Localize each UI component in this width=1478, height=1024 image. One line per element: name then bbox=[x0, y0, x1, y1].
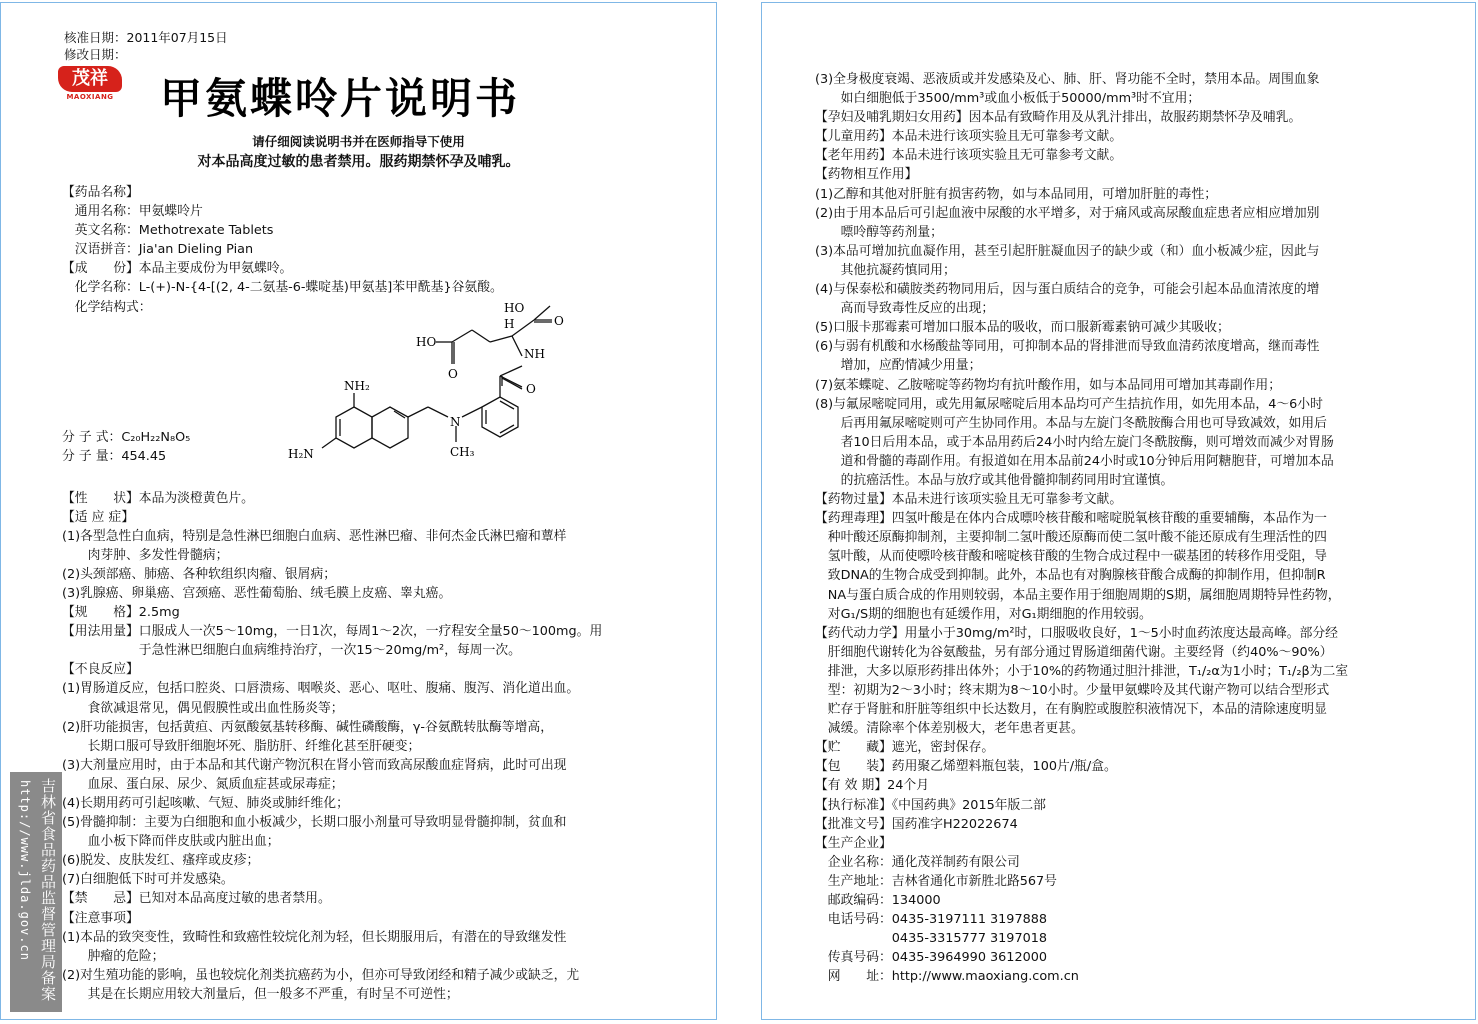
text-line: (6)与弱有机酸和水杨酸盐等同用，可抑制本品的肾排泄而导致血清药浓度增高，继而毒性 bbox=[815, 339, 1320, 355]
struct-label-ho-left: HO bbox=[416, 335, 437, 349]
text-line: 长期口服可导致肝细胞坏死、脂肪肝、纤维化甚至肝硬变； bbox=[62, 738, 421, 754]
right-column-text bbox=[815, 70, 1348, 987]
usage-notice: 请仔细阅读说明书并在医师指导下使用 bbox=[252, 134, 465, 149]
struct-label-o-amide: O bbox=[526, 382, 536, 396]
text-line: 生产地址：吉林省通化市新胜北路567号 bbox=[815, 873, 1057, 889]
molecular-info bbox=[62, 428, 190, 466]
text-line: 【药物过量】本品未进行该项实验且无可靠参考文献。 bbox=[815, 492, 1123, 508]
text-line: (1)各型急性白血病，特别是急性淋巴细胞白血病、恶性淋巴瘤、非何杰金氏淋巴瘤和蕈样 bbox=[62, 528, 567, 544]
text-line: 【注意事项】 bbox=[62, 910, 139, 926]
text-line: 英文名称：Methotrexate Tablets bbox=[62, 223, 274, 239]
text-line: (2)对生殖功能的影响，虽也较烷化剂类抗癌药为小，但亦可导致闭经和精子减少或缺乏，尤 bbox=[62, 967, 580, 983]
text-line: (1)本品的致突变性，致畸性和致癌性较烷化剂为轻，但长期服用后，有潜在的导致继发性 bbox=[62, 929, 567, 945]
text-line: (1)胃肠道反应，包括口腔炎、口唇溃疡、咽喉炎、恶心、呕吐、腹痛、腹泻、消化道出血。 bbox=[62, 681, 580, 697]
text-line: 增加，应酌情减少用量； bbox=[815, 358, 982, 374]
text-line: 【孕妇及哺乳期妇女用药】因本品有致畸作用及从乳汁排出，故服药期禁怀孕及哺乳。 bbox=[815, 110, 1302, 126]
text-line: 血小板下降而伴皮肤或内脏出血； bbox=[62, 834, 280, 850]
text-line: NA与蛋白质合成的作用则较弱，本品主要作用于细胞周期的S期，属细胞周期特异性药物， bbox=[815, 587, 1341, 603]
text-line: (3)全身极度衰竭、恶液质或并发感染及心、肺、肝、肾功能不全时，禁用本品。周围血象 bbox=[815, 72, 1320, 87]
text-line: 化学结构式： bbox=[62, 299, 152, 315]
text-line: 食欲减退常见，偶见假膜性或出血性肠炎等； bbox=[62, 700, 344, 716]
text-line: 贮存于肾脏和肝脏等组织中长达数月，在有胸腔或腹腔积液情况下，本品的清除速度明显 bbox=[815, 702, 1327, 718]
text-line: (2)由于用本品后可引起血液中尿酸的水平增多，对于痛风或高尿酸血症患者应相应增加别 bbox=[815, 205, 1320, 221]
text-line: (3)乳腺癌、卵巢癌、宫颈癌、恶性葡萄胎、绒毛膜上皮癌、睾丸癌。 bbox=[62, 585, 452, 601]
text-line: (7)白细胞低下时可并发感染。 bbox=[62, 872, 234, 888]
text-line: 者10日后用本品，或于本品用药后24小时内给左旋门冬酰胺酶，则可增效而减少对胃肠 bbox=[815, 434, 1334, 450]
watermark-text: 吉林省食品药品监督管理局备案 bbox=[39, 778, 57, 1002]
logo-mark: 茂祥 bbox=[58, 66, 122, 92]
text-line: 【规 格】2.5mg bbox=[62, 605, 180, 621]
struct-label-o-acid: O bbox=[554, 314, 564, 328]
text-line: 种叶酸还原酶抑制剂，主要抑制二氢叶酸还原酶而使二氢叶酸不能还原成有生理活性的四 bbox=[815, 530, 1327, 546]
document-title: 甲氨蝶呤片说明书 bbox=[160, 74, 521, 123]
struct-label-h2n: H₂N bbox=[288, 447, 314, 461]
text-line: 肝细胞代谢转化为谷氨酸盐，另有部分通过胃肠道细菌代谢。主要经肾（约40%～90%） bbox=[815, 644, 1333, 660]
struct-label-n-methyl: N bbox=[450, 415, 461, 429]
text-line: (3)本品可增加抗血凝作用，甚至引起肝脏凝血因子的缺少或（和）血小板减少症，因此与 bbox=[815, 243, 1320, 259]
text-line: (2)肝功能损害，包括黄疸、丙氨酸氨基转移酶、碱性磷酸酶，γ-谷氨酰转肽酶等增高， bbox=[62, 719, 554, 735]
text-line: 【有 效 期】24个月 bbox=[815, 778, 929, 794]
text-line: 排泄，大多以原形药排出体外；小于10%的药物通过胆汁排泄，T₁/₂α为1小时；T₁/₂β为二室 bbox=[815, 663, 1349, 679]
text-line: 嘌呤醇等药剂量； bbox=[815, 224, 943, 240]
text-line: (2)头颈部癌、肺癌、各种软组织肉瘤、银屑病； bbox=[62, 566, 337, 582]
text-line: 【性 状】本品为淡橙黄色片。 bbox=[62, 490, 254, 506]
struct-label-ch3: CH₃ bbox=[450, 445, 475, 459]
text-line: 【用法用量】口服成人一次5～10mg，一日1次，每周1～2次，一疗程安全量50～100mg。用 bbox=[62, 624, 603, 640]
chemical-structure-diagram bbox=[286, 290, 586, 480]
text-line: (7)氨苯蝶啶、乙胺嘧啶等药物均有抗叶酸作用，如与本品同用可增加其毒副作用； bbox=[815, 377, 1282, 393]
text-line: 对G₁/S期的细胞也有延缓作用，对G₁期细胞的作用较弱。 bbox=[815, 606, 1152, 622]
text-line: 【生产企业】 bbox=[815, 835, 892, 851]
struct-label-nh2: NH₂ bbox=[344, 379, 370, 393]
text-line: 【执行标准】《中国药典》2015年版二部 bbox=[815, 797, 1046, 813]
text-line: 【贮 藏】遮光，密封保存。 bbox=[815, 740, 995, 756]
text-line: 网 址：http://www.maoxiang.com.cn bbox=[815, 969, 1079, 985]
text-line: 通用名称：甲氨蝶呤片 bbox=[62, 204, 203, 220]
struct-label-o-glu: O bbox=[448, 367, 458, 381]
approval-date: 核准日期：2011年07月15日 bbox=[64, 30, 228, 45]
text-line: 【儿童用药】本品未进行该项实验且无可靠参考文献。 bbox=[815, 129, 1123, 145]
text-line: (8)与氟尿嘧啶同用，或先用氟尿嘧啶后用本品均可产生拮抗作用，如先用本品，4～6小时 bbox=[815, 396, 1323, 412]
text-line: (5)骨髓抑制：主要为白细胞和血小板减少，长期口服小剂量可导致明显骨髓抑制，贫血和 bbox=[62, 815, 567, 831]
text-line: 传真号码：0435-3964990 3612000 bbox=[815, 950, 1048, 966]
text-line: 减缓。清除率个体差别极大，老年患者更甚。 bbox=[815, 721, 1084, 737]
text-line: 【药品名称】 bbox=[62, 185, 139, 200]
text-line: 【不良反应】 bbox=[62, 662, 139, 678]
text-line: 高而导致毒性反应的出现； bbox=[815, 301, 995, 317]
text-line: 【老年用药】本品未进行该项实验且无可靠参考文献。 bbox=[815, 148, 1123, 164]
text-line: (5)口服卡那霉素可增加口服本品的吸收，而口服新霉素钠可减少其吸收； bbox=[815, 320, 1230, 336]
text-line: 【适 应 症】 bbox=[62, 509, 135, 525]
struct-label-h: H bbox=[504, 317, 515, 331]
struct-label-nh: NH bbox=[524, 347, 545, 361]
text-line: 【包 装】药用聚乙烯塑料瓶包装，100片/瓶/盒。 bbox=[815, 759, 1117, 775]
text-line: 血尿、蛋白尿、尿少、氮质血症甚或尿毒症； bbox=[62, 776, 344, 792]
molecular-formula: 分 子 式：C₂₀H₂₂N₈O₅ bbox=[62, 430, 191, 445]
text-line: 道和骨髓的毒副作用。有报道如在用本品前24小时或10分钟后用阿糖胞苷，可增加本品 bbox=[815, 453, 1334, 469]
text-line: 【成 份】本品主要成份为甲氨蝶呤。 bbox=[62, 261, 293, 277]
text-line: 【药代动力学】用量小于30mg/m²时，口服吸收良好，1～5小时血药浓度达最高峰。部分经 bbox=[815, 625, 1338, 641]
brand-logo bbox=[58, 66, 122, 106]
text-line: 0435-3315777 3197018 bbox=[815, 931, 1048, 947]
text-line: 型：初期为2～3小时；终末期为8～10小时。少量甲氨蝶呤及其代谢产物可以结合型形式 bbox=[815, 683, 1330, 698]
struct-label-ho-top: HO bbox=[504, 301, 525, 315]
logo-subtext: MAOXIANG bbox=[66, 93, 114, 101]
text-line: 于急性淋巴细胞白血病维持治疗，一次15～20mg/m²，每周一次。 bbox=[62, 643, 521, 659]
molecular-weight: 分 子 量：454.45 bbox=[62, 449, 167, 464]
text-line: 化学名称：L-(+)-N-{4-[(2, 4-二氨基-6-蝶啶基)甲氨基]苯甲酰基}谷氨酸。 bbox=[62, 280, 503, 296]
text-line: 【药物相互作用】 bbox=[815, 167, 918, 183]
text-line: 如白细胞低于3500/mm³或血小板低于50000/mm³时不宜用； bbox=[815, 91, 1201, 107]
text-line: 其他抗凝药慎同用； bbox=[815, 262, 956, 278]
watermark-url: http://www.jlda.gov.cn bbox=[18, 780, 32, 961]
text-line: (1)乙醇和其他对肝脏有损害药物，如与本品同用，可增加肝脏的毒性； bbox=[815, 186, 1218, 202]
text-line: (4)长期用药可引起咳嗽、气短、肺炎或肺纤维化； bbox=[62, 796, 349, 811]
text-line: 邮政编码：134000 bbox=[815, 893, 941, 909]
text-line: (6)脱发、皮肤发红、瘙痒或皮疹； bbox=[62, 853, 260, 869]
text-line: 汉语拼音：Jia'an Dieling Pian bbox=[62, 242, 254, 258]
text-line: 后再用氟尿嘧啶则可产生协同作用。本品与左旋门冬酰胺酶合用也可导致减效，如用后 bbox=[815, 415, 1327, 431]
warning-notice: 对本品高度过敏的患者禁用。服药期禁怀孕及哺乳。 bbox=[197, 154, 520, 170]
text-line: 企业名称：通化茂祥制药有限公司 bbox=[815, 854, 1020, 870]
text-line: 其是在长期应用较大剂量后，但一般多不严重，有时呈不可逆性； bbox=[62, 986, 459, 1002]
text-line: 的抗癌活性。本品与放疗或其他骨髓抑制药同用时宜谨慎。 bbox=[815, 472, 1174, 488]
text-line: 【批准文号】国药准字H22022674 bbox=[815, 816, 1018, 832]
text-line: 肿瘤的危险； bbox=[62, 948, 165, 964]
revision-date: 修改日期： bbox=[64, 47, 127, 62]
text-line: 【药理毒理】四氢叶酸是在体内合成嘌呤核苷酸和嘧啶脱氧核苷酸的重要辅酶，本品作为一 bbox=[815, 511, 1327, 527]
text-line: (3)大剂量应用时，由于本品和其代谢产物沉积在肾小管而致高尿酸血症肾病，此时可出现 bbox=[62, 757, 567, 773]
filing-watermark bbox=[10, 772, 62, 1012]
text-line: 【禁 忌】已知对本品高度过敏的患者禁用。 bbox=[62, 891, 331, 907]
text-line: 致DNA的生物合成受到抑制。此外，本品也有对胸腺核苷酸合成酶的抑制作用，但抑制R bbox=[815, 568, 1326, 584]
text-line: 肉芽肿、多发性骨髓病； bbox=[62, 547, 229, 563]
text-line: 电话号码：0435-3197111 3197888 bbox=[815, 912, 1048, 928]
text-line: 氢叶酸，从而使嘌呤核苷酸和嘧啶核苷酸的生物合成过程中一碳基团的转移作用受阻，导 bbox=[815, 549, 1327, 565]
text-line: (4)与保泰松和磺胺类药物同用后，因与蛋白质结合的竞争，可能会引起本品血清浓度的增 bbox=[815, 282, 1320, 298]
